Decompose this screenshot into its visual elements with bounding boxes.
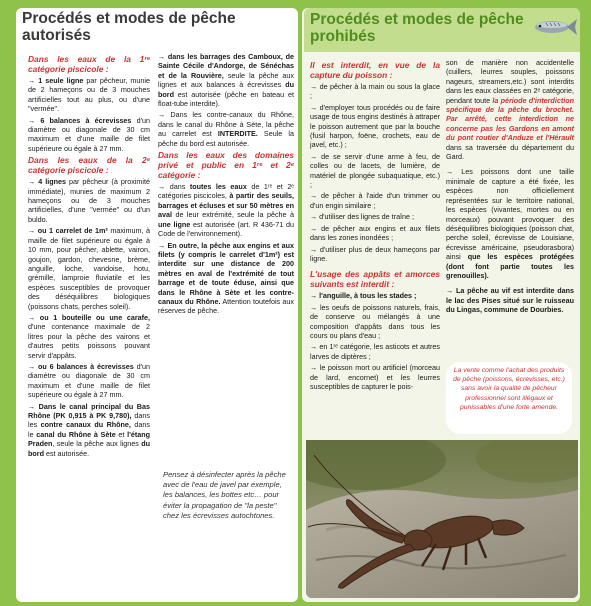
bold-text: du bord (158, 80, 294, 99)
authorized-column-2 (158, 52, 294, 318)
prohibited-column-1 (310, 58, 440, 393)
text: et (115, 429, 128, 439)
paragraph (28, 226, 150, 311)
paragraph: → l'anguille, à tous les stades ; (310, 291, 417, 301)
sale-warning-text: La vente comme l'achat des produits de pêche (poissons, écrevisses, etc.) sans avoir la qualité de pêcheur professionnel sont illégaux et punissables d'une forte amende. (453, 367, 565, 411)
prohibition-item: → de pêcher à la main ou sous la glace ; (310, 82, 440, 101)
paragraph (28, 116, 150, 154)
prohibition-item: → de se servir d'une arme à feu, de colles ou de lacets, de lumière, de matériel de plongée subaquatique, etc.) ; (310, 151, 440, 190)
text: , seule la pêche aux lignes (52, 439, 142, 449)
bold-text: l'étang Praden (28, 429, 150, 449)
highlight-text: Par arrêté, cette interdiction ne concerne pas les Gardons en amont du pont routier d'Anduze et l'Hérault (446, 114, 574, 143)
bold-text: → 6 balances à écrevisses (28, 115, 132, 125)
paragraph (158, 241, 294, 316)
text: par pêcheur, munie de 2 hameçons ou de 3 mouches artificielles tout au plus, ou d'une "vermée". (28, 76, 151, 114)
section-heading: Dans les eaux des domaines privé et public en 1ʳᵉ et 2ᵉ catégorie : (158, 150, 294, 181)
disinfection-tip: Pensez à désinfecter après la pêche avec de l'eau de javel par exemple, les balances, les bottes etc… pour éviter la propagation de "la peste" chez les écrevisses autochtones. (163, 470, 286, 520)
prohibition-item: → de pêcher à l'aide d'un trimmer ou d'un engin similaire ; (310, 191, 440, 210)
bold-text: → 4 lignes (28, 177, 66, 187)
section-heading: Il est interdit, en vue de la capture du poisson : (310, 60, 440, 80)
prohibited-column-2 (446, 58, 574, 317)
text: Seule la pêche du bord est autorisée. (158, 129, 294, 148)
prohibited-title-line2: prohibés (310, 28, 376, 45)
paragraph (28, 402, 150, 458)
text: → Les poissons dont une taille minimale de capture a été fixée, les espèces non officiellement représentées sur le territoire national, les espèces (vivantes, mortes ou en morceaux) pouvant provoquer des déséquilibres biologiques (poisson chat, perche soleil, écrevisse de Louisiane, écrevisse américaine, pseudorasbora) ainsi (446, 167, 574, 262)
text: est autorisée (pêche en bateau et float-tube interdite). (158, 89, 294, 109)
bold-text: → dans les barrages des Camboux, de Sainte Cécile d'Andorge, de Sénéchas et de la Rouvière, (158, 52, 294, 80)
paragraph (446, 58, 574, 161)
text: est autorisée (art. R 436-71 du Code de l'environnement). (158, 219, 294, 239)
paragraph (446, 167, 574, 280)
text: → Dans les contre-canaux du Rhône, dans le canal du Rhône à Sète, la pêche au carrelet est (158, 110, 294, 139)
section-heading: Dans les eaux de la 2ᵉ catégorie piscicole : (28, 155, 150, 176)
paragraph: → La pêche au vif est interdite dans le lac des Pises situé sur le ruisseau du Lingas, commune de Dourbies. (446, 286, 574, 315)
prohibition-item: → d'utiliser des lignes de traîne ; (310, 212, 415, 222)
authorized-column-1 (28, 52, 150, 460)
prohibition-list (310, 82, 440, 263)
text: Attention toutefois aux réserves de pêche. (158, 296, 294, 316)
highlight-text: la période d'interdiction spécifique de la pêche du brochet. (446, 95, 574, 115)
paragraph: → les oeufs de poissons naturels, frais, de conserve ou mélangés à une composition d'appâts dans tous les cours ou plans d'eau ; (310, 302, 440, 340)
text: → dans (158, 182, 190, 192)
bold-text: INTERDITE. (217, 129, 258, 139)
paragraph (28, 313, 150, 360)
authorized-title-line2: autorisés (22, 27, 91, 44)
bold-text: → Dans le canal principal du Bas Rhône (PK 0,915 à PK 9,780), (28, 401, 150, 420)
prohibited-title (310, 11, 530, 45)
text: son de manière non accidentelle (cuillers, leurres souples, poissons nageurs, streamers,etc.) sont interdits dans les eaux classées en 2ᵉ catégorie, pendant toute (446, 58, 574, 105)
section-heading: L'usage des appâts et amorces suivants est interdit : (310, 269, 440, 290)
paragraph: → en 1ʳᵉ catégorie, les asticots et autres larves de diptères ; (310, 342, 440, 361)
paragraph (158, 110, 294, 148)
text: dans les (28, 411, 150, 430)
text: dans le (28, 420, 150, 439)
prohibition-item: → d'utiliser plus de deux hameçons par ligne. (310, 244, 440, 263)
paragraph (28, 177, 150, 224)
prohibition-item: → d'employer tous procédés ou de faire usage de tous engins destinés à attraper le poisson autrement que par la bouche (fusil harpon, foëne, crochets, eau de javel, etc.) ; (310, 102, 440, 150)
authorized-title (22, 10, 292, 44)
bold-text: → En outre, la pêche aux engins et aux filets (y compris le carrelet d'1m²) est interdite sur une distance de 200 mètres en aval de l'extrémité de tout barrage et de toute éduse, ainsi que dans le Rhône à Sète et les contre-canaux du Rhône. (158, 240, 294, 306)
text: seule la pêche aux lignes et aux balances à écrevisses (158, 70, 294, 90)
bold-text: toutes les eaux (189, 182, 247, 192)
bold-text: → 1 seule ligne (28, 76, 84, 85)
bold-text: contre canaux du Rhône, (40, 420, 131, 430)
crayfish-photo (306, 440, 578, 598)
bold-text: canal du Rhône à Sète (36, 429, 116, 439)
text: d'un diamètre ou diagonale de 30 cm maximum et d'une maille de filet supérieure ou égale à 27 mm. (28, 361, 150, 400)
text: par pêcheur (à proximité immédiate), munies de maximum 2 hameçons ou de 3 mouches artificielles, d'une "vermée" ou d'un buldo. (28, 177, 150, 224)
bold-text: à partir des seuils, barrages et écluses et sur 50 mètres en aval (158, 191, 294, 220)
bold-text: du bord (28, 439, 150, 458)
text: de 1ʳᵉ et 2ᵉ catégories piscicoles, (158, 182, 294, 201)
text: d'une contenance maximale de 2 litres pour la pêche des vairons et d'autres petits poissons pouvant servir d'appâts. (28, 322, 150, 360)
section-heading: Dans les eaux de la 1ʳᵉ catégorie piscicole : (28, 54, 150, 74)
text: dans sa traversée du département du Gard. (446, 142, 574, 162)
text: est autorisée. (43, 448, 90, 458)
paragraph (158, 52, 294, 108)
bold-text: → ou 6 balances à écrevisses (28, 361, 134, 371)
authorized-title-line1: Procédés et modes de pêche (22, 10, 236, 27)
fish-icon (532, 14, 578, 40)
paragraph (28, 362, 150, 400)
bold-text: une ligne (158, 219, 191, 229)
paragraph (28, 76, 150, 114)
text: de leur extrémité, seule la pêche à (172, 210, 294, 220)
prohibited-title-line1: Procédés et modes de pêche (310, 11, 524, 28)
bold-text: que les espèces protégées (dont font partie toutes les grenouilles). (446, 252, 574, 280)
bold-text: → ou 1 carrelet de 1m² (28, 226, 108, 236)
text: maximum, à maille de filet supérieure ou égale à 10 mm, pour pêcher, ablette, vairon, goujon, gardon, chevesne, brème, anguille, loche, vandoise, hotu, grémille, lamproie fluviatile et les espèces susceptibles de provoquer des déséquilibres biologiques (poissons chats, perches soleil). (28, 226, 151, 311)
bold-text: → ou 1 bouteille ou une carafe, (28, 312, 150, 322)
paragraph (158, 182, 294, 238)
prohibition-item: → de pêcher aux engins et aux filets dans les zones inondées ; (310, 223, 440, 243)
paragraph: → le poisson mort ou artificiel (morceau de lard, encornet) et les leurres susceptibles de capturer le pois- (310, 363, 440, 391)
text: d'un diamètre ou diagonale de 30 cm maximum et d'une maille de filet supérieure ou égale à 27 mm. (28, 115, 150, 153)
